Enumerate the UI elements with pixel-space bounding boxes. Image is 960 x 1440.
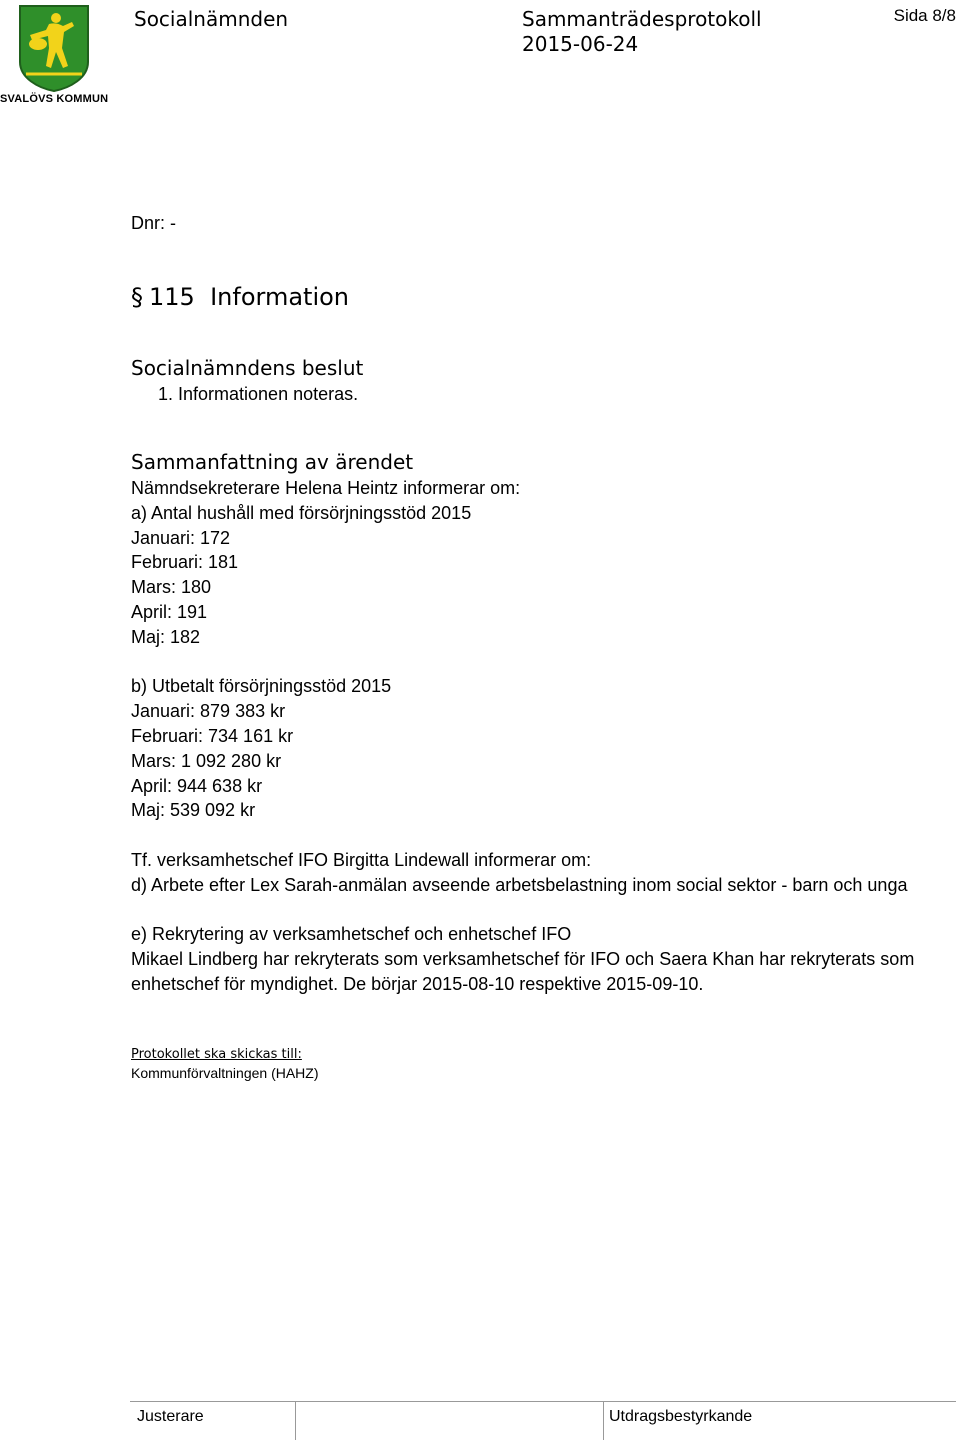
payments-row: April: 944 638 kr [131, 775, 263, 796]
signature-footer [130, 1401, 956, 1440]
document-type: Sammanträdesprotokoll [522, 7, 762, 31]
decision-item: 1. Informationen noteras. [158, 384, 359, 404]
paragraph-symbol: § [131, 283, 143, 311]
diary-number: Dnr: - [131, 213, 176, 233]
spacer [131, 823, 930, 848]
payments-row: Februari: 734 161 kr [131, 725, 294, 746]
page-number: Sida 8/8 [893, 6, 956, 25]
spacer [131, 650, 930, 675]
document-date: 2015-06-24 [522, 32, 639, 56]
distribution-recipient: Kommunförvaltningen (HAHZ) [131, 1065, 319, 1081]
item-e-title: e) Rekrytering av verksamhetschef och enhetschef IFO [131, 924, 572, 945]
item-d: d) Arbete efter Lex Sarah-anmälan avseende arbetsbelastning inom social sektor - barn och unga [131, 874, 908, 895]
summary-block [131, 448, 930, 997]
households-title: a) Antal hushåll med försörjningsstöd 2015 [131, 502, 472, 523]
utdragsbestyrkande-label: Utdragsbestyrkande [609, 1408, 753, 1425]
committee-name: Socialnämnden [134, 7, 289, 31]
section-number: 115 [149, 283, 195, 311]
item-e-text: Mikael Lindberg har rekryterats som verksamhetschef för IFO och Saera Khan har rekryterats som enhetschef för myndighet. De börjar 2015-08-10 respektive 2015-09-10. [131, 949, 915, 994]
distribution-block [131, 1045, 319, 1083]
municipality-name: SVALÖVS KOMMUN [0, 93, 109, 105]
households-row: April: 191 [131, 601, 208, 622]
payments-row: Mars: 1 092 280 kr [131, 750, 282, 771]
households-row: Mars: 180 [131, 577, 212, 598]
households-row: Januari: 172 [131, 527, 231, 548]
payments-title: b) Utbetalt försörjningsstöd 2015 [131, 676, 392, 697]
ifo-intro: Tf. verksamhetschef IFO Birgitta Lindewall informerar om: [131, 849, 592, 870]
section-title: Information [210, 283, 350, 311]
spacer [131, 898, 930, 923]
payments-row: Maj: 539 092 kr [131, 800, 256, 821]
payments-row: Januari: 879 383 kr [131, 701, 286, 722]
decision-heading: Socialnämndens beslut [131, 356, 364, 380]
signature-cell [288, 1402, 604, 1440]
households-row: Februari: 181 [131, 552, 239, 573]
distribution-label: Protokollet ska skickas till: [131, 1047, 302, 1062]
municipality-crest-logo [18, 4, 90, 92]
summary-heading: Sammanfattning av ärendet [131, 450, 414, 474]
justerare-label: Justerare [130, 1402, 296, 1440]
households-row: Maj: 182 [131, 626, 201, 647]
section-heading [131, 283, 349, 311]
summary-intro: Nämndsekreterare Helena Heintz informerar om: [131, 478, 521, 498]
decision-block [131, 354, 930, 407]
